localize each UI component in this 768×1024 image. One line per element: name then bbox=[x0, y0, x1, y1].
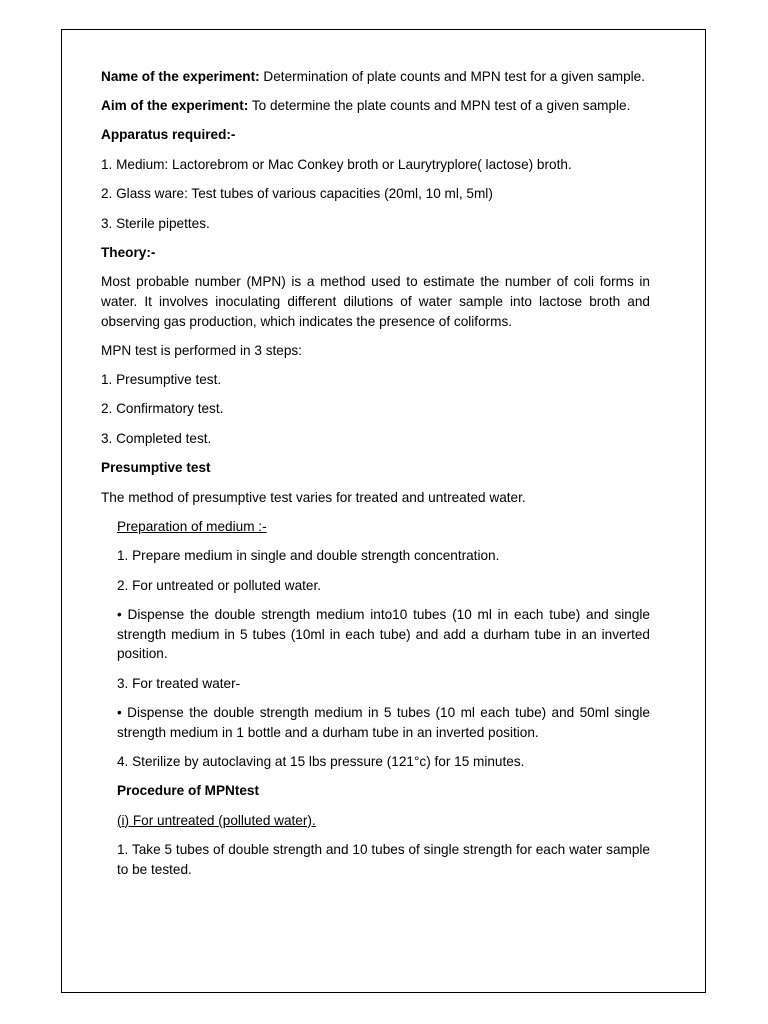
procedure-subheading-text: (i) For untreated (polluted water). bbox=[117, 812, 316, 828]
theory-heading: Theory:- bbox=[101, 244, 156, 260]
mpn-steps-intro: MPN test is performed in 3 steps: bbox=[101, 342, 302, 358]
prep-item: 4. Sterilize by autoclaving at 15 lbs pressure (121°c) for 15 minutes. bbox=[117, 753, 525, 769]
prep-item: 1. Prepare medium in single and double strength concentration. bbox=[117, 548, 500, 564]
experiment-aim-value: To determine the plate counts and MPN test of a given sample. bbox=[248, 98, 631, 114]
experiment-name-value: Determination of plate counts and MPN test for a given sample. bbox=[259, 69, 645, 84]
apparatus-item: 2. Glass ware: Test tubes of various capacities (20ml, 10 ml, 5ml) bbox=[101, 186, 493, 202]
presumptive-text: The method of presumptive test varies for treated and untreated water. bbox=[101, 489, 526, 505]
prep-heading-text: Preparation of medium :- bbox=[117, 519, 267, 535]
document-body bbox=[101, 67, 650, 889]
experiment-aim bbox=[101, 96, 650, 116]
procedure-subheading bbox=[117, 811, 650, 831]
procedure-heading: Procedure of MPNtest bbox=[117, 783, 260, 799]
prep-item: 3. For treated water- bbox=[117, 675, 241, 691]
presumptive-heading: Presumptive test bbox=[101, 460, 211, 476]
procedure-item: 1. Take 5 tubes of double strength and 10 tubes of single strength for each water sample to be tested. bbox=[117, 841, 650, 877]
prep-item: • Dispense the double strength medium into10 tubes (10 ml in each tube) and single strength medium in 5 tubes (10ml in each tube) and add a durham tube in an inverted position. bbox=[117, 607, 650, 662]
prep-item: • Dispense the double strength medium in 5 tubes (10 ml each tube) and 50ml single strength medium in 1 bottle and a durham tube in an inverted position. bbox=[117, 704, 650, 740]
theory-text: Most probable number (MPN) is a method used to estimate the number of coli forms in water. It involves inoculating different dilutions of water sample into lactose broth and observing gas production, which indicates the presence of coliforms. bbox=[101, 274, 650, 329]
apparatus-item: 1. Medium: Lactorebrom or Mac Conkey broth or Laurytryplore( lactose) broth. bbox=[101, 156, 572, 172]
experiment-name-label: Name of the experiment: bbox=[101, 69, 260, 84]
apparatus-heading: Apparatus required:- bbox=[101, 127, 236, 143]
prep-item: 2. For untreated or polluted water. bbox=[117, 577, 322, 593]
mpn-step-item: 2. Confirmatory test. bbox=[101, 401, 224, 417]
experiment-aim-label: Aim of the experiment: bbox=[101, 98, 249, 114]
experiment-name bbox=[101, 67, 650, 87]
prep-heading bbox=[117, 517, 650, 537]
mpn-step-item: 1. Presumptive test. bbox=[101, 372, 222, 388]
mpn-step-item: 3. Completed test. bbox=[101, 430, 212, 446]
apparatus-item: 3. Sterile pipettes. bbox=[101, 215, 210, 231]
